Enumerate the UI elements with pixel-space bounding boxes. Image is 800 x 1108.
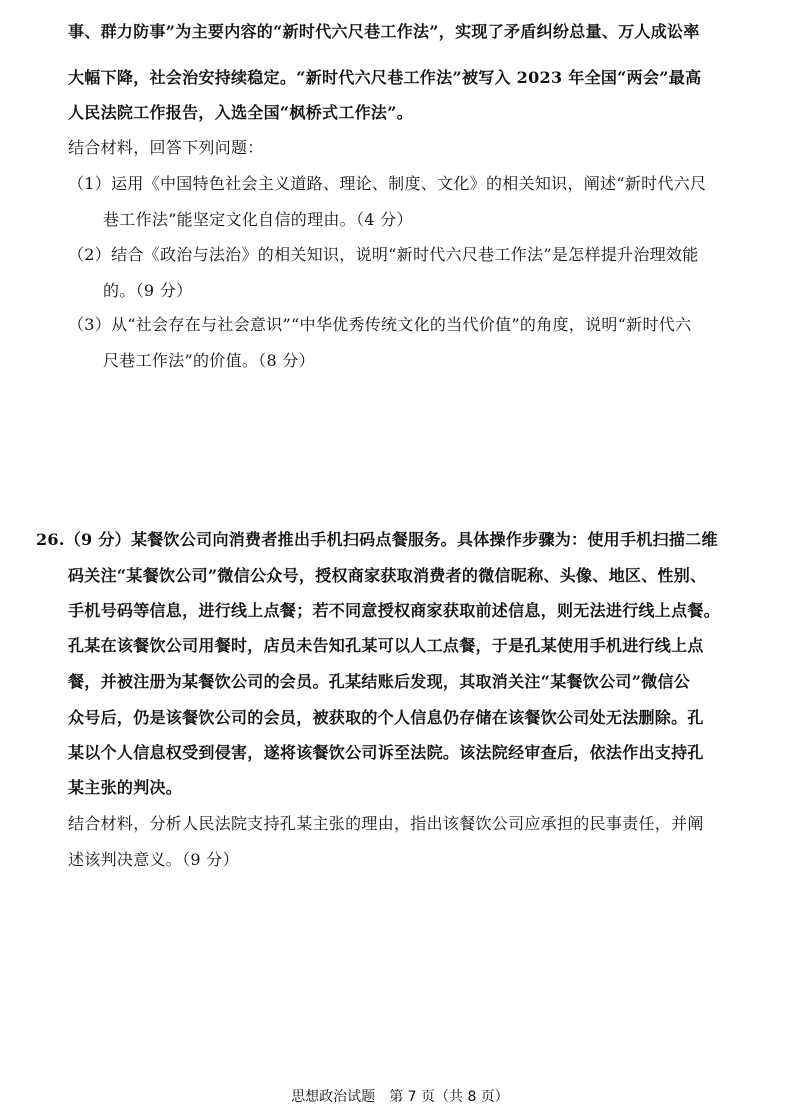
instruction-text: 结合材料，回答下列问题：: [68, 138, 264, 157]
question-26-line-3: 手机号码等信息，进行线上点餐；若不同意授权商家获取前述信息，则无法进行线上点餐。: [68, 601, 721, 620]
question-3-line-2: 尺巷工作法”的价值。（8 分）: [103, 351, 315, 370]
question-26-line-4: 孔某在该餐饮公司用餐时，店员未告知孔某可以人工点餐，于是孔某使用手机进行线上点: [68, 636, 704, 655]
material-line-3: 人民法院工作报告，入选全国“枫桥式工作法”。: [68, 103, 414, 122]
question-26-line-2: 码关注“某餐饮公司”微信公众号，授权商家获取消费者的微信昵称、头像、地区、性别、: [68, 566, 707, 585]
question-26-line-5: 餐，并被注册为某餐饮公司的会员。孔某结账后发现，其取消关注“某餐饮公司”微信公: [68, 672, 691, 691]
question-26-task-line-2: 述该判决意义。（9 分）: [68, 850, 239, 869]
material-line-1: 事、群力防事”为主要内容的“新时代六尺巷工作法”，实现了矛盾纠纷总量、万人成讼率: [68, 22, 700, 41]
question-26-task-line-1: 结合材料，分析人民法院支持孔某主张的理由，指出该餐饮公司应承担的民事责任，并阐: [68, 814, 704, 833]
page-footer: 思想政治试题 第 7 页（共 8 页）: [291, 1089, 509, 1105]
question-3-line-1: （3）从“社会存在与社会意识”“中华优秀传统文化的当代价值”的角度，说明“新时代六: [68, 315, 692, 334]
question-26-line-1: 26.（9 分）某餐饮公司向消费者推出手机扫码点餐服务。具体操作步骤为：使用手机扫描二维: [36, 530, 718, 549]
question-26-line-6: 众号后，仍是该餐饮公司的会员，被获取的个人信息仍存储在该餐饮公司处无法删除。孔: [68, 708, 704, 727]
material-line-2: 大幅下降，社会治安持续稳定。“新时代六尺巷工作法”被写入 2023 年全国“两会”最高: [68, 68, 702, 87]
question-26-line-7: 某以个人信息权受到侵害，遂将该餐饮公司诉至法院。该法院经审查后，依法作出支持孔: [68, 743, 704, 762]
question-1-line-2: 巷工作法”能坚定文化自信的理由。（4 分）: [103, 210, 413, 229]
question-1-line-1: （1）运用《中国特色社会主义道路、理论、制度、文化》的相关知识，阐述“新时代六尺: [68, 174, 707, 193]
question-2-line-1: （2）结合《政治与法治》的相关知识，说明“新时代六尺巷工作法”是怎样提升治理效能: [68, 245, 699, 264]
question-2-line-2: 的。（9 分）: [103, 281, 193, 300]
question-26-line-8: 某主张的判决。: [68, 778, 183, 797]
